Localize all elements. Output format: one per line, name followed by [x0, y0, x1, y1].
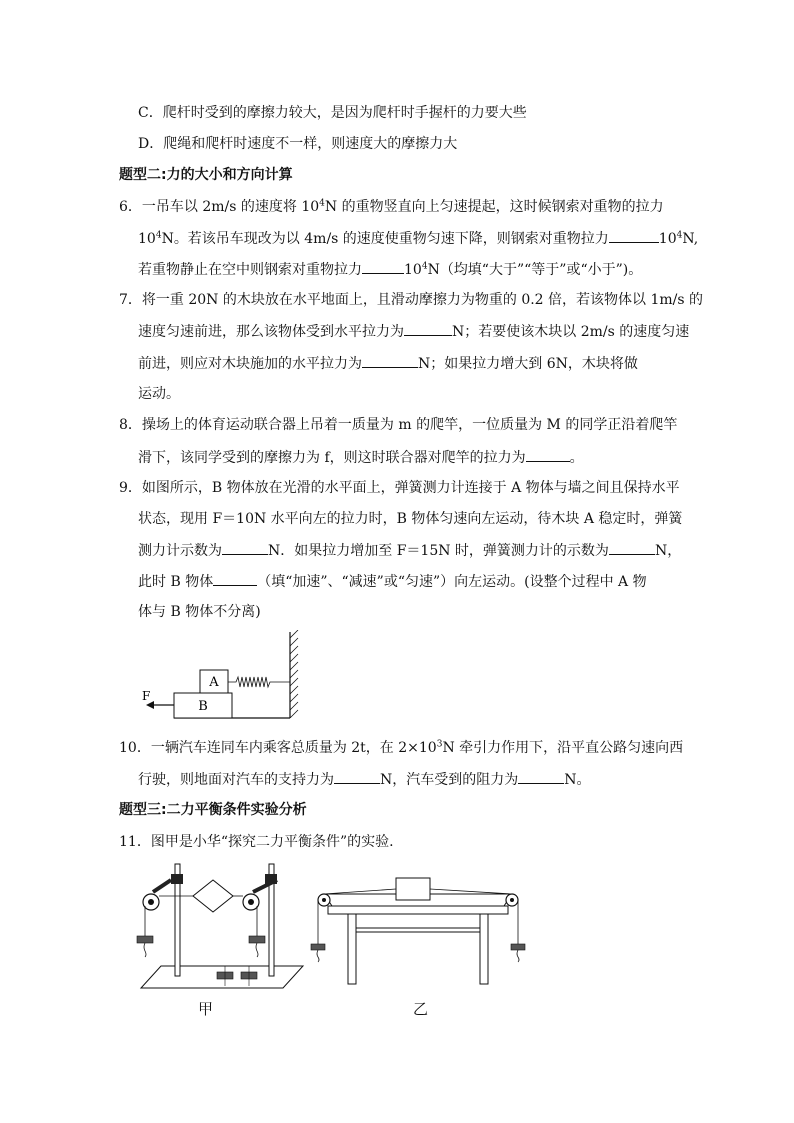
q6-text: N。若该吊车现改为以 4m/s 的速度使重物匀速下降，则钢索对重物拉力	[161, 231, 609, 247]
right-string	[430, 889, 512, 894]
table-leg	[480, 914, 488, 984]
left-hook	[144, 943, 146, 957]
answer-blank[interactable]	[609, 540, 655, 555]
q9-text: 测力计示数为	[138, 543, 222, 559]
q6-exponent: 4	[676, 230, 683, 241]
left-pulley-axle	[322, 898, 326, 902]
q6-text: N 的重物竖直向上匀速提起，这时候钢索对重物的拉力	[324, 199, 664, 215]
spring-scale	[228, 677, 290, 687]
left-pulley-axle	[148, 899, 154, 905]
answer-blank[interactable]	[213, 571, 257, 586]
question-10-line-2	[138, 769, 591, 790]
question-7-line-2	[138, 321, 689, 342]
table-leg	[348, 914, 356, 984]
right-pulley-axle	[248, 899, 254, 905]
right-weight	[249, 936, 265, 943]
q10-text: 行驶，则地面对汽车的支持力为	[138, 772, 334, 788]
question-9-line-3	[138, 540, 681, 561]
q6-exponent: 4	[421, 261, 428, 272]
answer-blank[interactable]	[362, 353, 418, 368]
left-weight	[137, 936, 153, 943]
right-hook	[517, 950, 519, 962]
question-6-line-3	[138, 259, 642, 280]
wall-hatching	[290, 630, 298, 718]
q9-text: （填“加速”、“减速”或“匀速”）向左运动。(设整个过程中 A 物	[257, 574, 647, 590]
q6-exponent: 4	[319, 198, 325, 209]
paper-card	[193, 880, 233, 912]
q6-text: 6．一吊车以 2m/s 的速度将 10	[119, 199, 320, 215]
question-10-line-1	[119, 738, 683, 758]
question-7-line-1: 7．将一重 20N 的木块放在水平地面上，且滑动摩擦力为物重的 0.2 倍，若该物体以 1m/s 的	[119, 292, 704, 308]
q10-text: 10．一辆汽车连同车内乘客总质量为 2t，在 2×10	[119, 740, 437, 756]
force-label: F	[142, 689, 151, 703]
q6-exponent: 4	[155, 230, 162, 241]
q7-text: N；如果拉力增大到 6N，木块将做	[418, 356, 638, 372]
q8-text: 。	[569, 450, 584, 466]
q7-text: 速度匀速前进，那么该物体受到水平拉力为	[138, 324, 404, 340]
option-c: C．爬杆时受到的摩擦力较大，是因为爬杆时手握杆的力要大些	[138, 105, 527, 121]
q10-text: N 牵引力作用下，沿平直公路匀速向西	[442, 740, 684, 756]
question-7-line-3	[138, 353, 638, 374]
question-6-line-2	[138, 228, 698, 249]
q6-text: 10	[658, 231, 677, 247]
answer-blank[interactable]	[404, 321, 452, 336]
q6-text: 10	[404, 262, 422, 278]
right-weight	[511, 944, 525, 950]
left-arm	[153, 880, 171, 892]
spring-block-diagram	[138, 630, 308, 722]
question-9-line-1: 9．如图所示，B 物体放在光滑的水平面上，弹簧测力计连接于 A 物体与墙之间且保持水平	[119, 480, 680, 496]
option-d: D．爬绳和爬杆时速度不一样，则速度大的摩擦力大	[138, 136, 458, 152]
q8-text: 滑下，该同学受到的摩擦力为 f，则这时联合器对爬竿的拉力为	[138, 450, 526, 466]
question-8-line-1: 8．操场上的体育运动联合器上吊着一质量为 m 的爬竿，一位质量为 M 的同学正沿着爬竿	[119, 417, 678, 433]
question-9-line-4	[138, 571, 647, 592]
q6-text: 10	[138, 231, 156, 247]
answer-blank[interactable]	[518, 769, 564, 784]
question-9-line-2: 状态，现用 F＝10N 水平向左的拉力时，B 物体匀速向左运动，待木块 A 稳定时，弹簧	[138, 511, 683, 527]
q6-text: N（均填“大于”“等于”或“小于”)。	[427, 262, 643, 278]
q10-text: N。	[564, 772, 591, 788]
answer-blank[interactable]	[334, 769, 380, 784]
right-pulley-axle	[510, 898, 514, 902]
left-string	[324, 889, 396, 894]
answer-blank[interactable]	[222, 540, 268, 555]
section-heading-type2: 题型二:力的大小和方向计算	[119, 167, 293, 183]
figure-yi-table-apparatus	[308, 872, 528, 992]
figure-caption-jia: 甲	[198, 1000, 214, 1018]
question-8-line-2	[138, 447, 584, 468]
q9-text: N．如果拉力增加至 F＝15N 时，弹簧测力计的示数为	[268, 543, 609, 559]
question-9-line-5: 体与 B 物体不分离)	[138, 604, 261, 620]
q7-text: 前进，则应对木块施加的水平拉力为	[138, 356, 362, 372]
q10-exponent: 3	[436, 739, 443, 750]
question-6-line-1	[119, 197, 664, 217]
table-apron	[328, 906, 508, 914]
figure-jia-apparatus	[133, 858, 308, 998]
answer-blank[interactable]	[609, 228, 659, 243]
block-a-label: A	[209, 675, 219, 690]
wooden-block	[396, 878, 430, 900]
q7-text: N；若要使该木块以 2m/s 的速度匀速	[452, 324, 690, 340]
question-11-line-1: 11．图甲是小华“探究二力平衡条件”的实验.	[119, 834, 394, 850]
left-hook	[317, 950, 319, 962]
q6-text: N,	[682, 231, 699, 247]
block-b-label: B	[198, 699, 208, 714]
left-clamp	[171, 874, 183, 884]
answer-blank[interactable]	[526, 447, 570, 462]
q9-text: 此时 B 物体	[138, 574, 214, 590]
q10-text: N，汽车受到的阻力为	[380, 772, 519, 788]
question-7-line-4: 运动。	[138, 386, 180, 402]
q9-text: N，	[654, 543, 682, 559]
answer-blank[interactable]	[362, 259, 404, 274]
section-heading-type3: 题型三:二力平衡条件实验分析	[119, 802, 307, 818]
q6-text: 若重物静止在空中则钢索对重物拉力	[138, 262, 362, 278]
left-weight	[311, 944, 325, 950]
right-hook	[256, 943, 258, 957]
figure-caption-yi: 乙	[413, 1000, 429, 1018]
